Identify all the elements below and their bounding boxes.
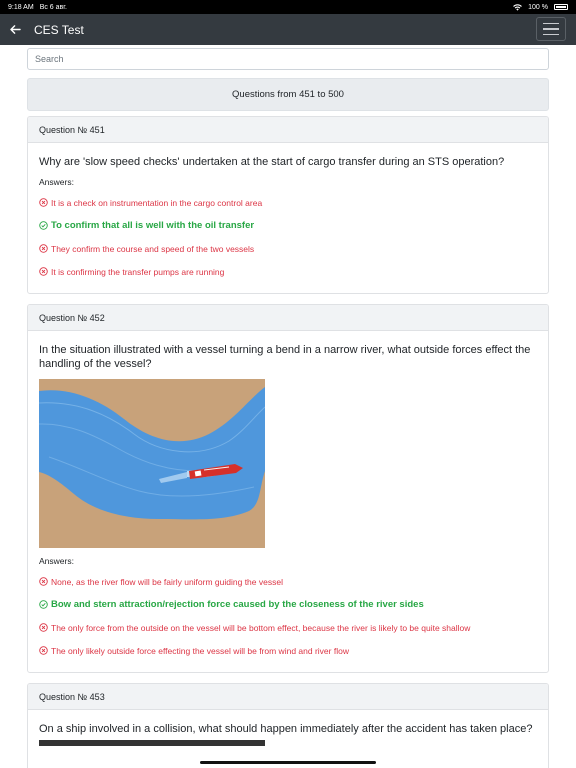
back-arrow-icon[interactable] — [10, 25, 22, 34]
hamburger-icon-line — [543, 28, 559, 30]
answer-text: They confirm the course and speed of the two vessels — [51, 243, 255, 254]
x-circle-icon — [39, 198, 48, 207]
river-bend-illustration — [39, 379, 265, 548]
question-number: Question № 451 — [39, 124, 105, 135]
question-number: Question № 453 — [39, 691, 105, 702]
question-body — [28, 710, 548, 768]
question-header — [28, 305, 548, 331]
x-circle-icon — [39, 577, 48, 586]
status-date: Вс 6 авг. — [39, 3, 67, 11]
wifi-icon — [513, 4, 522, 11]
main-content — [0, 45, 576, 768]
answer-item-correct[interactable] — [39, 593, 537, 616]
home-indicator[interactable] — [200, 761, 376, 764]
question-card — [27, 116, 549, 294]
answer-text: The only likely outside force effecting the vessel will be from wind and river flow — [51, 645, 349, 656]
x-circle-icon — [39, 267, 48, 276]
hamburger-icon-line — [543, 23, 559, 25]
answer-item[interactable] — [39, 191, 537, 214]
question-text: Why are 'slow speed checks' undertaken at the start of cargo transfer during an STS operation? — [39, 156, 505, 168]
answer-item[interactable] — [39, 260, 537, 283]
answer-text: The only force from the outside on the vessel will be bottom effect, because the river is likely to be quite shallow — [51, 622, 471, 633]
question-range-label: Questions from 451 to 500 — [232, 89, 344, 100]
check-circle-icon — [39, 600, 48, 609]
battery-icon — [554, 4, 568, 10]
question-text: In the situation illustrated with a vessel turning a bend in a narrow river, what outside forces effect the handling of the vessel? — [39, 344, 531, 370]
question-card — [27, 304, 549, 673]
question-text: On a ship involved in a collision, what should happen immediately after the accident has taken place? — [39, 723, 533, 735]
x-circle-icon — [39, 623, 48, 632]
page-title: CES Test — [34, 22, 84, 37]
menu-toggle-button[interactable] — [536, 17, 566, 41]
answer-text: None, as the river flow will be fairly uniform guiding the vessel — [51, 576, 283, 587]
search-input[interactable] — [27, 48, 549, 70]
question-card — [27, 683, 549, 768]
answer-item[interactable] — [39, 570, 537, 593]
x-circle-icon — [39, 244, 48, 253]
question-body — [28, 143, 548, 293]
x-circle-icon — [39, 646, 48, 655]
question-image — [39, 740, 265, 746]
answers-label: Answers: — [39, 556, 74, 566]
battery-percent: 100 % — [528, 3, 548, 11]
question-header — [28, 684, 548, 710]
answer-item-correct[interactable] — [39, 214, 537, 237]
answers-label: Answers: — [39, 177, 74, 187]
question-header — [28, 117, 548, 143]
answer-text: It is confirming the transfer pumps are running — [51, 266, 225, 277]
hamburger-icon-line — [543, 34, 559, 36]
question-body — [28, 331, 548, 672]
status-time: 9:18 AM — [8, 3, 34, 11]
navbar — [0, 14, 576, 45]
question-range-banner — [27, 78, 549, 111]
question-number: Question № 452 — [39, 312, 105, 323]
answer-item[interactable] — [39, 639, 537, 662]
check-circle-icon — [39, 221, 48, 230]
answer-text: To confirm that all is well with the oil transfer — [51, 220, 255, 231]
status-bar — [0, 0, 576, 14]
answer-text: Bow and stern attraction/rejection force caused by the closeness of the river sides — [51, 599, 424, 610]
answer-item[interactable] — [39, 616, 537, 639]
answer-item[interactable] — [39, 237, 537, 260]
answer-text: It is a check on instrumentation in the cargo control area — [51, 197, 263, 208]
